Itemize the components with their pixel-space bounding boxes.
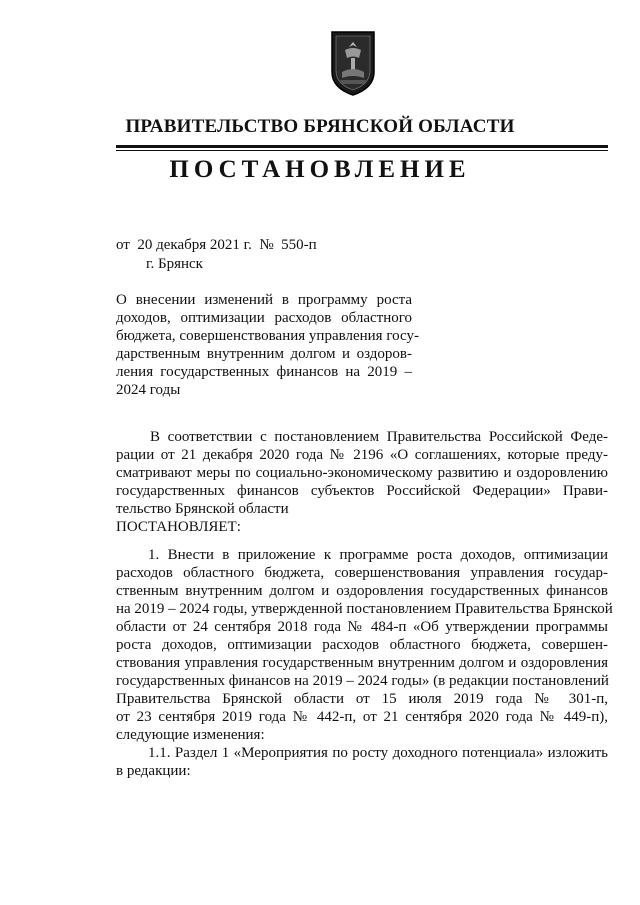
subject-line: дарственным внутренним долгом и оздоров- bbox=[116, 346, 412, 362]
government-title: ПРАВИТЕЛЬСТВО БРЯНСКОЙ ОБЛАСТИ bbox=[125, 116, 515, 137]
subject-line: 2024 годы bbox=[116, 382, 181, 398]
resolves-heading: ПОСТАНОВЛЯЕТ: bbox=[116, 519, 241, 535]
body-line: на 2019 – 2024 годы, утвержденной постановлением Правительства Брянской bbox=[116, 601, 613, 617]
document-type-title: ПОСТАНОВЛЕНИЕ bbox=[169, 156, 471, 183]
subject-line: доходов, оптимизации расходов областного bbox=[116, 310, 412, 326]
document-city: г. Брянск bbox=[146, 256, 203, 272]
main-clause bbox=[116, 546, 613, 780]
body-line: области от 24 сентября 2018 года № 484-п «Об утверждении программы bbox=[116, 619, 608, 635]
body-line: ствования управления государственным внутренним долгом и оздоровления bbox=[116, 655, 608, 671]
preamble-line: В соответствии с постановлением Правительства Российской Феде- bbox=[150, 429, 608, 445]
body-line: 1. Внести в приложение к программе роста доходов, оптимизации bbox=[148, 547, 608, 563]
preamble-line: тельство Брянской области bbox=[116, 501, 289, 517]
body-line: от 23 сентября 2019 года № 442-п, от 21 сентября 2020 года № 449-п), bbox=[116, 709, 608, 725]
subject-line: ления государственных финансов на 2019 – bbox=[116, 364, 412, 380]
body-line: расходов областного бюджета, совершенствования управления государ- bbox=[116, 565, 608, 581]
document-date-number: от 20 декабря 2021 г. № 550-п bbox=[116, 237, 317, 253]
coat-of-arms-icon bbox=[328, 28, 378, 98]
header-rule-thick bbox=[116, 145, 608, 148]
body-line: ственным внутренним долгом и оздоровления государственных финансов bbox=[116, 583, 608, 599]
document-subject bbox=[116, 291, 419, 399]
preamble-line: сматривают меры по социально-экономическому развитию и оздоровлению bbox=[116, 465, 608, 481]
preamble-line: рации от 21 декабря 2020 года № 2196 «О соглашениях, которые преду- bbox=[116, 447, 608, 463]
body-line: Правительства Брянской области от 15 июля 2019 года № 301-п, bbox=[116, 691, 608, 707]
header-rule-thin bbox=[116, 150, 608, 151]
body-line: следующие изменения: bbox=[116, 727, 265, 743]
preamble-line: государственных финансов субъектов Российской Федерации» Прави- bbox=[116, 483, 608, 499]
subject-line: О внесении изменений в программу роста bbox=[116, 292, 412, 308]
body-line: роста доходов, оптимизации расходов областного бюджета, совершен- bbox=[116, 637, 608, 653]
body-line: в редакции: bbox=[116, 763, 191, 779]
subject-line: бюджета, совершенствования управления госу- bbox=[116, 328, 419, 344]
body-line: государственных финансов на 2019 – 2024 годы» (в редакции постановлений bbox=[116, 673, 609, 689]
preamble-paragraph bbox=[116, 428, 608, 536]
body-line: 1.1. Раздел 1 «Мероприятия по росту доходного потенциала» изложить bbox=[148, 745, 608, 761]
